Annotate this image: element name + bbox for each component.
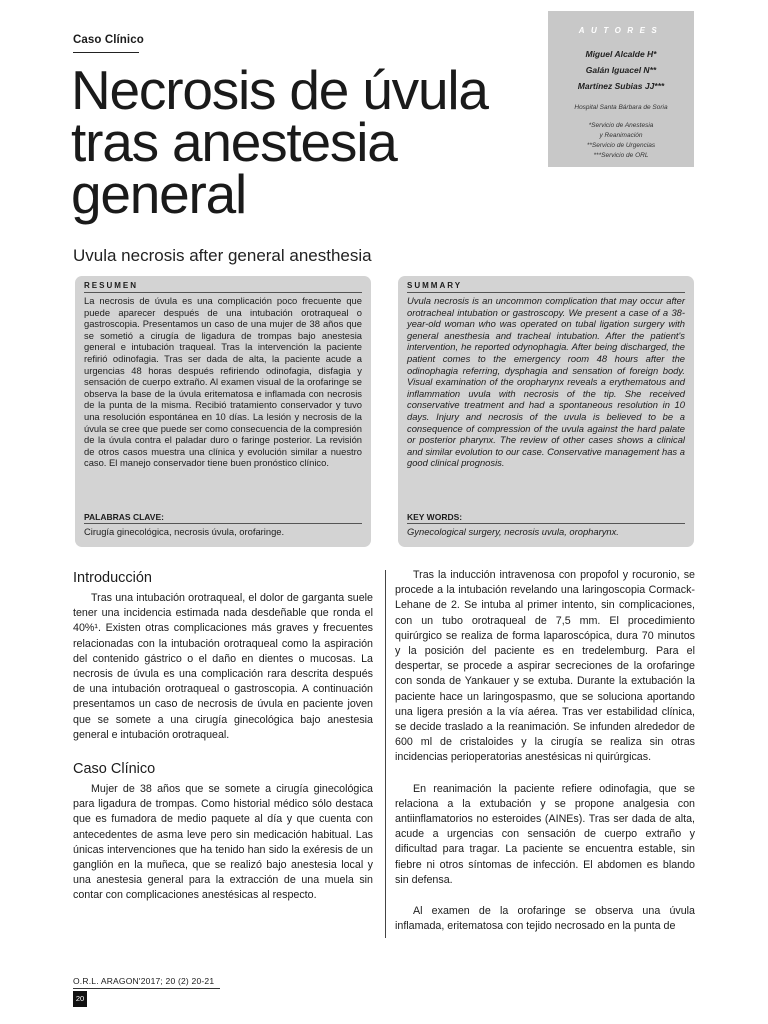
keywords-heading: KEY WORDS:: [407, 512, 463, 522]
keywords-heading: PALABRAS CLAVE:: [84, 512, 164, 522]
right-column: [395, 568, 695, 934]
section-rule: [73, 52, 139, 53]
keywords-rule: [84, 523, 362, 524]
abstract-rule: [84, 292, 362, 293]
keywords-text: Cirugía ginecológica, necrosis úvula, orofaringe.: [84, 526, 285, 537]
authors-box: [548, 11, 694, 167]
author-service: y Reanimación: [599, 132, 643, 139]
journal-citation: O.R.L. ARAGON'2017; 20 (2) 20-21: [73, 976, 215, 986]
author-service: ***Servicio de ORL: [593, 152, 649, 159]
abstract-rule: [407, 292, 685, 293]
intro-heading: Introducción: [73, 570, 152, 586]
keywords-text: Gynecological surgery, necrosis uvula, oropharynx.: [407, 526, 619, 537]
article-title: [71, 59, 541, 225]
body-paragraph: Al examen de la orofaringe se observa una úvula inflamada, eritematosa con tejido necrosado en la punta de: [395, 905, 695, 933]
author-name: Miguel Alcalde H*: [585, 49, 657, 59]
intro-paragraph: Tras una intubación orotraqueal, el dolor de garganta suele tener una incidencia estimada nada desdeñable que ronda el 40%¹. Existen otras complicaciones más graves y frecuentes relacionadas con la intubación orotraqueal como la aspiración del contenido gástrico o el daño en dientes o mucosas. La necrosis de úvula es una complicación rara descrita después de una intubación orotraqueal o gastroscopia. A continuación presentamos un caso de necrosis de úvula en paciente joven que se somete a una cirugía ginecológica bajo anestesia general e intubación orotraqueal.: [73, 592, 373, 741]
case-paragraph: Mujer de 38 años que se somete a cirugía ginecológica para ligadura de trompas. Como historial médico sólo destaca que es fumadora de medio paquete al día y que cuenta con antecedentes de asma leve pero sin medicación habitual. Las únicas intervenciones que ha tenido han sido la exéresis de un ganglión en la muñeca, que se realizó bajo anestesia local y una anestesia general para la extracción de una muela sin contar con complicaciones anestésicas al respecto.: [73, 783, 373, 902]
author-services: [548, 121, 694, 161]
title-line: tras anestesia: [71, 111, 397, 173]
body-paragraph: Tras la inducción intravenosa con propofol y rocuronio, se procede a la intubación revelando una laringoscopia Cormack-Lehane de 2. Se intuba al primer intento, sin complicaciones, con un tubo orotraqueal de 7,5 mm. El procedimiento quirúrgico se realiza de forma laparoscópica, dura 70 minutos y la posición del paciente es en tredelemburg. Para el despertar, se procede a aspirar secreciones de la orofaringe con sonda de Yankauer y se extuba. Durante la extubación la paciente hace un laringospasmo, que se soluciona aportando una ligera presión a la vía aérea. Tras ver estabilidad clínica, se decide traslado a la reanimación. Se infunden alrededor de 600 ml de cristaloides y la cirugía se realiza sin otras incidencias perioperatorias anestésicas ni quirúrgicas.: [395, 569, 695, 764]
abstract-english: [398, 276, 694, 547]
title-line: general: [71, 163, 247, 225]
case-heading: Caso Clínico: [73, 761, 156, 778]
article-subtitle: Uvula necrosis after general anesthesia: [73, 246, 372, 265]
abstract-body: La necrosis de úvula es una complicación poco frecuente que puede aparecer después de una intubación orotraqueal o gastroscopia. Presentamos un caso de una mujer de 38 años que se sometió a cirugía de ligadura de trompas bajo anestesia general e intubación traqueal. Tras la intervención la paciente refirió odinofagia. Tras ser dada de alta, la paciente acude a urgencias 48 horas después refiriendo odinofagia, disfagia y sensación de cuerpo extraño. Al examen visual de la orofaringe se observa la base de la úvula eritematosa e inflamada con necrosis de la punta de la misma. Recibió tratamiento conservador y tuvo una resolución espontánea en 10 días. La lesión y necrosis de la úvula se cree que puede ser como consecuencia de la compresión de la úvula contra el paladar duro o faringe posterior. La revisión de otros casos muestra una clínica y evolución similar a nuestro caso. El manejo conservador tiene buen pronóstico clínico.: [84, 295, 362, 469]
keywords-rule: [407, 523, 685, 524]
author-hospital: Hospital Santa Bárbara de Soria: [574, 104, 668, 111]
abstract-heading: SUMMARY: [407, 281, 463, 290]
column-divider: [385, 570, 386, 938]
authors-list: [548, 46, 694, 94]
author-service: **Servicio de Urgencias: [586, 142, 656, 149]
abstract-spanish: [75, 276, 371, 547]
author-name: Martínez Subias JJ***: [577, 81, 665, 91]
left-column: [73, 570, 373, 904]
author-service: *Servicio de Anestesia: [588, 122, 654, 129]
abstract-body: Uvula necrosis is an uncommon complication that may occur after orotracheal intubation or gastroscopy. We present a case of a 38-year-old woman who was operated on tubal ligation surgery with general anesthesia and tracheal intubation. After the patient's intervention, he reported odynophagia. After being discharged, the patient comes to the emergency room 48 hours after the odinophagia referring, dysphagia and sensation of foreign body. Visual examination of the oropharynx reveals a erythematous and inflammation uvula with necrosis of the tip. She received conservative treatment and had a spontaneous resolution in 10 days. Injury and necrosis of the uvula is believed to be a consequence of compression of the uvula against the hard palate or posterior pharynx. The review of other cases shows a clinical and similar evolution to our case. Conservative management has a good clinical prognosis.: [407, 295, 685, 469]
abstract-heading: RESUMEN: [84, 281, 139, 290]
author-name: Galán Iguacel N**: [585, 65, 657, 75]
title-line: Necrosis de úvula: [71, 59, 488, 121]
section-label: Caso Clínico: [73, 34, 144, 46]
page-number: 20: [73, 991, 87, 1007]
body-paragraph: En reanimación la paciente refiere odinofagia, que se relaciona a la extubación y se propone analgesia con antiinflamatorios no esteroides (AINEs). Tras ser dada de alta, acude a urgencias con sensación de cuerpo extraño y dificultad para tragar. La paciente se encuentra estable, sin fiebre ni otros síntomas de infección. El abdomen es blando sin defensa.: [395, 782, 695, 886]
authors-heading: AUTORES: [578, 26, 664, 35]
footer-rule: [73, 988, 220, 989]
